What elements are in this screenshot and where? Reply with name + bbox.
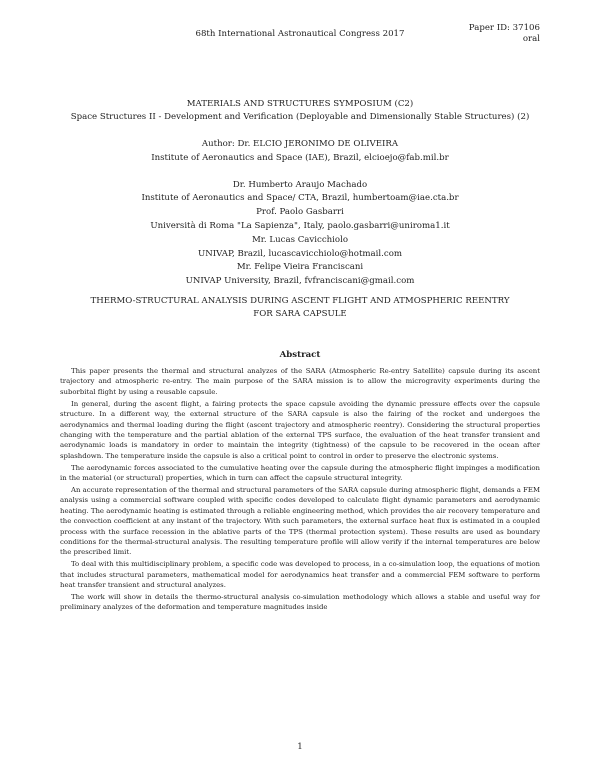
abstract-paragraph: This paper presents the thermal and structural analyzes of the SARA (Atmospheric Re-entry Satellite) capsule during its ascent trajectory and atmospheric re-entry. The main purpose of the SARA mission is to allow the microgravity experiments during the suborbital flight by using a reusable capsule. (60, 367, 540, 396)
main-author-affiliation: Institute of Aeronautics and Space (IAE), Brazil, elcioejo@fab.mil.br (151, 152, 449, 163)
coauthor-affiliation: UNIVAP University, Brazil, fvfranciscani@gmail.com (185, 276, 415, 287)
authors-block (0, 138, 600, 289)
abstract-paragraph: To deal with this multidisciplinary problem, a specific code was developed to process, in a co-simulation loop, the equations of motion that includes structural parameters, mathematical model for aerodynamics heat transfer and a commercial FEM software to perform heat transfer transient and structural analyzes. (60, 560, 540, 590)
coauthor-name: Mr. Felipe Vieira Franciscani (236, 262, 364, 273)
page-number: 1 (297, 742, 303, 752)
session-title: Space Structures II - Development and Verification (Deployable and Dimensionally Stable Structures) (2) (70, 112, 530, 122)
conference-name: 68th International Astronautical Congress 2017 (195, 29, 405, 39)
coauthor-name: Dr. Humberto Araujo Machado (232, 179, 368, 190)
symposium-block (0, 98, 600, 124)
symposium-title: MATERIALS AND STRUCTURES SYMPOSIUM (C2) (186, 99, 414, 109)
paper-title (60, 295, 540, 320)
paper-title-line: THERMO-STRUCTURAL ANALYSIS DURING ASCENT FLIGHT AND ATMOSPHERIC REENTRY (90, 296, 510, 306)
paper-title-line: FOR SARA CAPSULE (253, 308, 347, 319)
paper-type: oral (522, 34, 540, 44)
abstract-paragraph: An accurate representation of the thermal and structural parameters of the SARA capsule during atmospheric flight, demands a FEM analysis using a commercial software coupled with specific codes developed to calculate flight dynamic parameters and aerodynamic heating. The aerodynamic heating is estimated through a reliable engineering method, which provides the air recovery temperature and the convection coefficient at any instant of the trajectory. With such parameters, the external surface heat flux is estimated in a coupled process with the surface recession in the ablative parts of the TPS (thermal protection system). These results are used as boundary conditions for the thermal-structural analysis. The resulting temperature profile will allow verify if the internal temperatures are below the prescribed limit. (60, 485, 540, 557)
coauthor-affiliation: UNIVAP, Brazil, lucascavicchiolo@hotmail.com (197, 248, 403, 259)
abstract-paragraph: In general, during the ascent flight, a fairing protects the space capsule avoiding the dynamic pressure effects over the capsule structure. In a different way, the external structure of the SARA capsule is also the fairing of the rocket and undergoes the aerodynamics and thermal loading during the flight (ascent trajectory and atmospheric reentry). Considering the structural properties changing with the temperature and the partial ablation of the external TPS surface, the evaluation of the heat transfer transient and aerodynamic loads is mandatory in order to maintain the integrity (tightness) of the capsule to be recovered in the ocean after splashdown. The temperature inside the capsule is also a critical point to control in order to preserve the electronic systems. (60, 399, 540, 460)
abstract-paragraph: The aerodynamic forces associated to the cumulative heating over the capsule during the atmospheric flight impinges a modification in the material (or structural) properties, which in turn can affect the capsule structural integrity. (60, 463, 540, 483)
abstract-paragraph: The work will show in details the thermo-structural analysis co-simulation methodology which allows a stable and useful way for preliminary analyzes of the deformation and temperature magnitudes inside (60, 593, 540, 612)
coauthor-name: Mr. Lucas Cavicchiolo (251, 234, 349, 245)
abstract-heading: Abstract (279, 350, 321, 360)
coauthor-affiliation: Institute of Aeronautics and Space/ CTA, Brazil, humbertoam@iae.cta.br (141, 193, 459, 204)
coauthor-name: Prof. Paolo Gasbarri (256, 207, 344, 218)
paper-id: Paper ID: 37106 (468, 23, 540, 33)
main-author-name: Author: Dr. ELCIO JERONIMO DE OLIVEIRA (201, 139, 399, 149)
coauthor-affiliation: Università di Roma "La Sapienza", Italy, paolo.gasbarri@uniroma1.it (150, 220, 450, 231)
abstract-body (60, 366, 540, 614)
paper-id-block (469, 23, 540, 45)
